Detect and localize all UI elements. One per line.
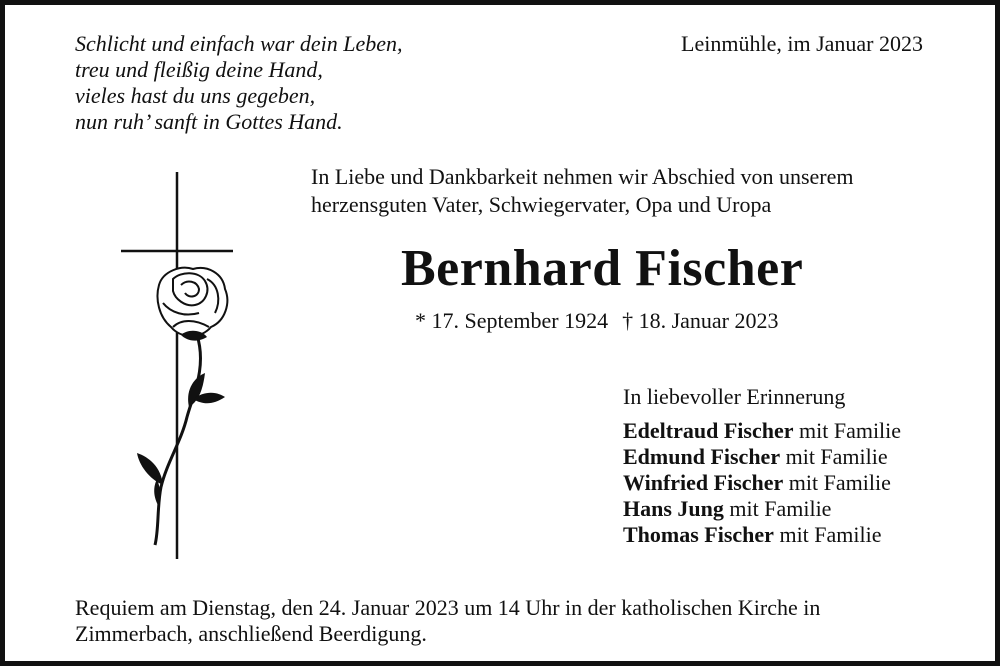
- poem-line: treu und fleißig deine Hand,: [75, 57, 323, 82]
- poem-line: nun ruh’ sanft in Gottes Hand.: [75, 109, 343, 134]
- mourner-name: Hans Jung: [623, 496, 724, 521]
- intro-line: herzensguten Vater, Schwiegervater, Opa und Uropa: [311, 192, 772, 217]
- mourner-entry: [623, 522, 901, 548]
- mourner-suffix: mit Familie: [783, 470, 891, 495]
- death-date: † 18. Januar 2023: [622, 308, 779, 333]
- life-dates: [415, 307, 779, 335]
- intro-text: [311, 163, 854, 219]
- mourner-name: Thomas Fischer: [623, 522, 774, 547]
- mourner-suffix: mit Familie: [773, 522, 882, 547]
- mourner-suffix: mit Familie: [780, 444, 888, 469]
- mourner-name: Winfried Fischer: [623, 470, 784, 495]
- poem-line: vieles hast du uns gegeben,: [75, 83, 316, 108]
- intro-line: In Liebe und Dankbarkeit nehmen wir Abschied von unserem: [311, 164, 854, 189]
- mourner-name: Edmund Fischer: [623, 444, 781, 469]
- mourner-entry: [623, 496, 901, 522]
- requiem-notice: [75, 595, 820, 647]
- mourner-entry: [623, 418, 901, 444]
- mourner-suffix: mit Familie: [723, 496, 832, 521]
- cross-with-rose-icon: [115, 167, 245, 562]
- place-date: Leinmühle, im Januar 2023: [681, 31, 923, 56]
- remembrance-heading: In liebevoller Erinnerung: [623, 384, 846, 409]
- mourner-entry: [623, 470, 901, 496]
- requiem-line: Requiem am Dienstag, den 24. Januar 2023 um 14 Uhr in der katholischen Kirche in: [75, 595, 821, 620]
- poem-line: Schlicht und einfach war dein Leben,: [75, 31, 403, 56]
- deceased-name: Bernhard Fischer: [401, 240, 804, 297]
- mourner-name: Edeltraud Fischer: [623, 418, 794, 443]
- poem-verse: [75, 31, 403, 135]
- requiem-line: Zimmerbach, anschließend Beerdigung.: [75, 621, 427, 646]
- mourner-suffix: mit Familie: [793, 418, 902, 443]
- mourners-list: [623, 418, 901, 548]
- mourner-entry: [623, 444, 901, 470]
- birth-date: * 17. September 1924: [415, 308, 609, 333]
